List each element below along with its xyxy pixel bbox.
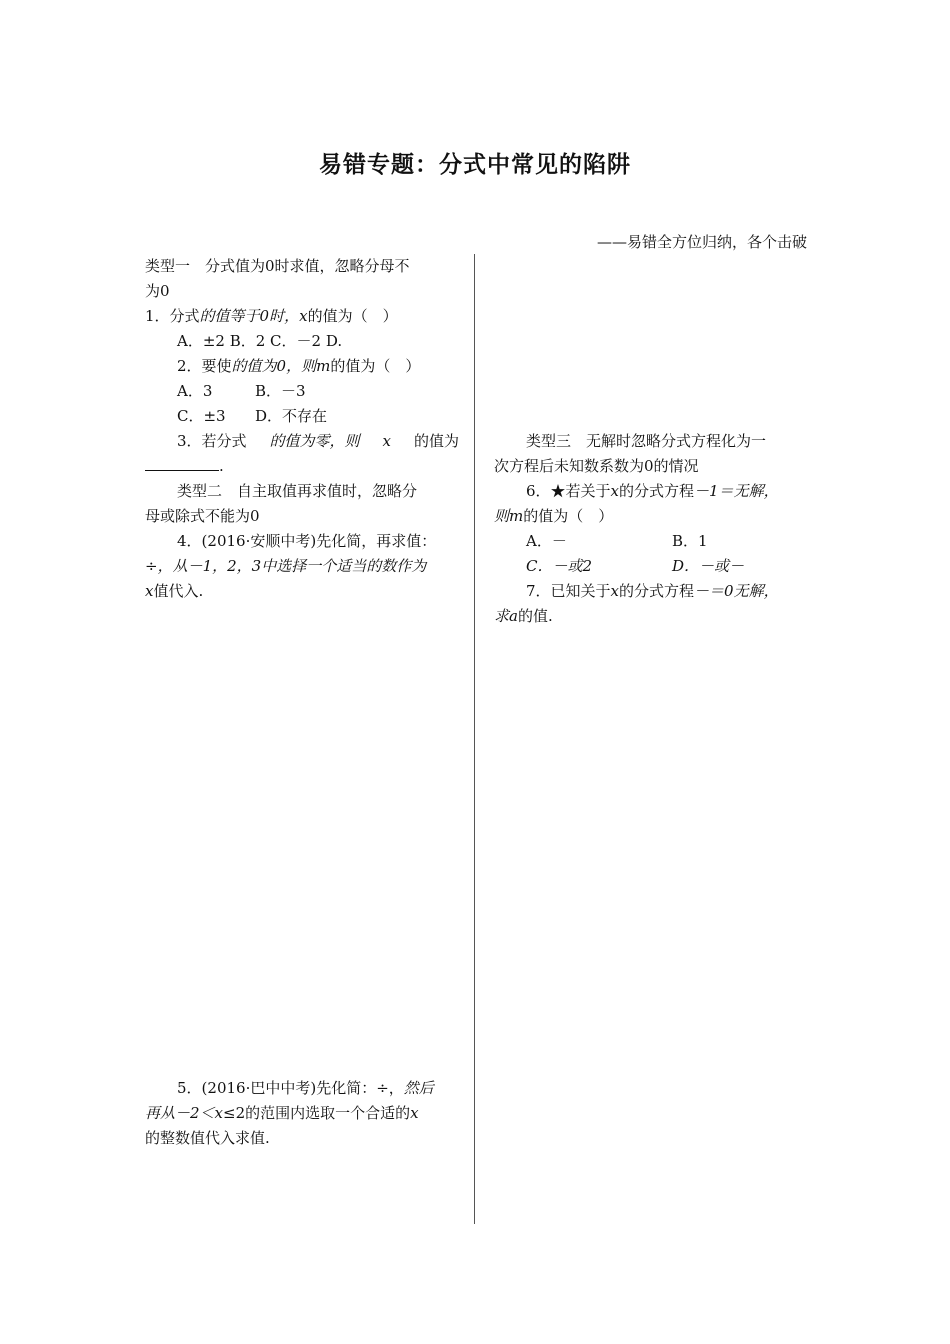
- q1-suffix: 的值为（ ）: [307, 307, 398, 325]
- q6-line2-italic: 则: [494, 507, 510, 525]
- question-3: [177, 431, 459, 451]
- q7-line2: [494, 606, 553, 626]
- q6-var: x: [610, 482, 620, 500]
- q5-line1a: 5．(2016·巴中中考)先化简：÷，: [177, 1079, 404, 1097]
- subtitle: ——易错全方位归纳，各个击破: [596, 233, 807, 251]
- q7-var2: a: [509, 607, 518, 625]
- q1-options: A．±2 B．2 C．－2 D.: [177, 332, 343, 350]
- q5-line3: 的整数值代入求值.: [145, 1129, 270, 1147]
- q2-option-a: A．3: [177, 382, 213, 400]
- q3-end: .: [219, 457, 224, 475]
- q4-line3-text: 值代入.: [153, 582, 204, 600]
- question-7: [526, 581, 779, 601]
- q6-option-d: D．－或－: [672, 557, 745, 575]
- q6-option-b: B．1: [672, 532, 708, 550]
- q6-mid: 的分式方程: [619, 482, 695, 500]
- q1-italic: 的值等于0时，: [199, 307, 300, 325]
- q5-line1b: 然后: [403, 1079, 434, 1097]
- q3-prefix: 3．若分式: [177, 432, 247, 450]
- type3-heading-line1: 类型三 无解时忽略分式方程化为一: [526, 432, 767, 450]
- q4-line1: 4．(2016·安顺中考)先化简，再求值：: [177, 532, 437, 550]
- question-2: [177, 356, 420, 376]
- q6-prefix: 6．★若关于: [526, 482, 611, 500]
- q1-prefix: 1．分式: [145, 307, 200, 325]
- q4-line2: ÷，从－1，2，3中选择一个适当的数作为: [145, 557, 427, 575]
- q7-line2-italic: 求: [494, 607, 510, 625]
- q5-var: x: [214, 1104, 224, 1122]
- type1-heading-line1: 类型一 分式值为0时求值，忽略分母不: [145, 257, 410, 275]
- question-6: [526, 481, 779, 501]
- q7-italic: －＝0无解，: [694, 582, 779, 600]
- q2-option-d: D．不存在: [255, 407, 328, 425]
- q5-line2b: ≤2的范围内选取一个合适的: [223, 1104, 411, 1122]
- type1-heading-line2: 为0: [145, 282, 170, 300]
- q5-line1: [177, 1078, 434, 1098]
- q3-answer-line: [145, 456, 224, 476]
- q2-italic: 的值为0，则: [231, 357, 317, 375]
- q2-option-c: C．±3: [177, 407, 226, 425]
- q2-prefix: 2．要使: [177, 357, 232, 375]
- q6-line2-suffix: 的值为（ ）: [523, 507, 614, 525]
- q7-prefix: 7．已知关于: [526, 582, 611, 600]
- column-divider: [474, 254, 475, 1224]
- q6-option-c: C．－或2: [526, 557, 593, 575]
- q2-var: m: [316, 357, 331, 375]
- q3-blank: [145, 456, 219, 471]
- q6-option-a: A．－: [526, 532, 567, 550]
- q7-var: x: [610, 582, 620, 600]
- type3-heading-line2: 次方程后未知数系数为0的情况: [494, 457, 699, 475]
- q7-mid: 的分式方程: [619, 582, 695, 600]
- q5-var-2: x: [410, 1104, 419, 1122]
- q7-line2-suffix: 的值.: [517, 607, 553, 625]
- q6-line2: [494, 506, 613, 526]
- q4-var: x: [145, 582, 154, 600]
- q1-var: x: [299, 307, 308, 325]
- question-1: [145, 306, 398, 326]
- type2-heading-line1: 类型二 自主取值再求值时，忽略分: [177, 482, 418, 500]
- type2-heading-line2: 母或除式不能为0: [145, 507, 260, 525]
- q3-suffix: 的值为: [413, 432, 459, 450]
- q6-italic: －1＝无解，: [694, 482, 779, 500]
- q5-line2a: 再从－2＜: [145, 1104, 215, 1122]
- q3-var: x: [382, 432, 391, 450]
- q6-var2: m: [509, 507, 524, 525]
- q5-line2: [145, 1103, 419, 1123]
- q3-italic: 的值为零，则: [269, 432, 360, 450]
- q2-suffix: 的值为（ ）: [330, 357, 421, 375]
- page-title: 易错专题：分式中常见的陷阱: [319, 152, 631, 178]
- q4-line3: [145, 581, 203, 601]
- q2-option-b: B．－3: [255, 382, 306, 400]
